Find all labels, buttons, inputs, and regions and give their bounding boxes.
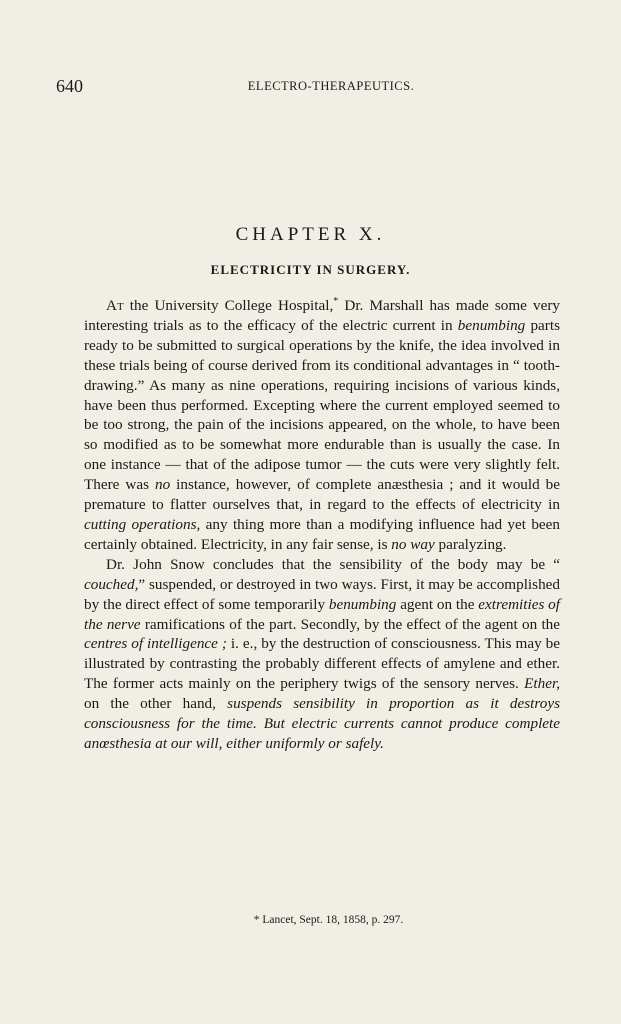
footnote: * Lancet, Sept. 18, 1858, p. 297. (253, 914, 404, 926)
paragraph-1-text: any thing more than a modifying influence had yet been certainly obtained. Electricity, in any fair sense, is (84, 515, 560, 553)
paragraph-1-italic: no (155, 476, 171, 494)
paragraph-2-text: on the other hand, (84, 695, 228, 713)
paragraph-1-lead-word: At (106, 297, 124, 314)
section-title: ELECTRICITY IN SURGERY. (210, 262, 411, 277)
paragraph-2-text: agent on the (396, 595, 479, 613)
paragraph-2-text: Dr. John Snow concludes that the sensibility of the body may be “ (106, 555, 560, 573)
page-header (56, 76, 576, 96)
paragraph-1-text: paralyzing. (434, 535, 507, 553)
paragraph-1-text: Dr. Marshall has made some very interesting trials as to the efficacy of the electric current in (84, 297, 561, 334)
paragraph-2-text: ramifications of the part. Secondly, by the effect of the agent on the (140, 615, 561, 633)
page-number: 640 (56, 76, 83, 96)
chapter-title: CHAPTER X. (235, 224, 386, 245)
paragraph-2-italic: extremities of the nerve (84, 595, 560, 633)
paragraph-1 (84, 296, 560, 555)
body-text (84, 296, 560, 754)
paragraph-1-italic: benumbing (457, 316, 526, 334)
paragraph-2-text: i. e., by the destruction of consciousness. This may be illustrated by contrasting the probably different effects of amylene and ether. The former acts mainly on the periphery twigs of the sensory nerves. (84, 635, 560, 693)
paragraph-1-text: the University College Hospital, (123, 297, 334, 314)
paragraph-1-text: instance, however, of complete anæsthesia ; and it would be premature to flatter ourselves that, in regard to the effects of electricity in (84, 476, 561, 514)
paragraph-2-italic: Ether, (524, 675, 560, 693)
paragraph-1-italic: no way (391, 535, 435, 553)
paragraph-2-italic: centres of intelligence ; (84, 635, 227, 653)
paragraph-2-text: ” suspended, or destroyed in two ways. First, it may be accomplished by the direct effect of some temporarily (84, 575, 560, 613)
paragraph-2-italic: couched, (84, 575, 139, 593)
paragraph-1-italic: cutting operations, (84, 515, 201, 533)
paragraph-2-italic: benumbing (328, 595, 397, 613)
paragraph-2-italic: suspends sensibility in proportion as it destroys consciousness for the time. But electric currents cannot produce complete anœsthesia at our will, either uniformly or safely. (84, 695, 560, 752)
running-head: ELECTRO-THERAPEUTICS. (247, 79, 415, 93)
paragraph-1-text: parts ready to be submitted to surgical operations by the knife, the idea involved in these trials being of course derived from its conditional advantages in “ tooth-drawing.” As many as nine operations, requiring incisions of various kinds, have been thus performed. Excepting where the current employed seemed to be too strong, the pain of the incisions appeared, on the whole, to have been so modified as to be somewhat more endurable than is usually the case. In one instance — that of the adipose tumor — the cuts were very slightly felt. There was (84, 316, 560, 494)
paragraph-2 (84, 555, 560, 754)
footnote-reference: * (333, 295, 339, 307)
